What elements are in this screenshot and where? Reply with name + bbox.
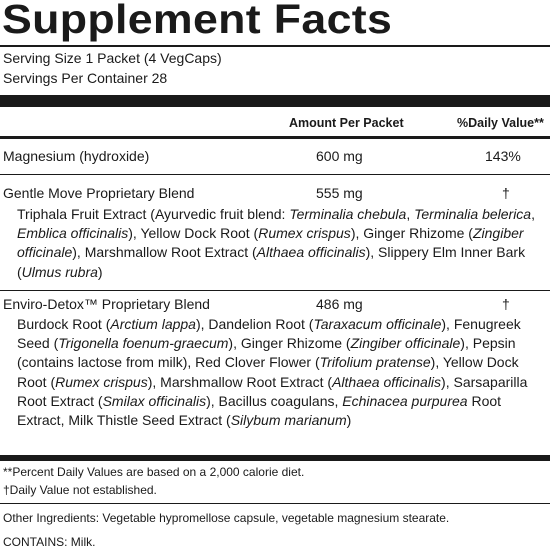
amount-header: Amount Per Packet — [289, 116, 404, 130]
ingredient-text: ) — [346, 412, 352, 429]
ingredient-text: ), Ginger Rhizome ( — [350, 225, 473, 242]
ingredient-text: ), Fenugreek Seed ( — [17, 316, 521, 352]
blend-ingredients — [17, 205, 547, 282]
ingredient-text: , — [406, 206, 415, 222]
botanical-name: Rumex crispus — [258, 225, 351, 242]
ingredient-text: ), Dandelion Root ( — [195, 316, 314, 332]
ingredient-text: ), Yellow Dock Root ( — [128, 225, 259, 242]
ingredient-text: ), Ginger Rhizome ( — [228, 335, 351, 352]
other-ingredients: Other Ingredients: Vegetable hypromellose capsule, vegetable magnesium stearate. — [3, 511, 450, 525]
botanical-name: Smilax officinalis — [102, 392, 207, 409]
blend-name: Enviro-Detox™ Proprietary Blend — [3, 296, 210, 312]
botanical-name: Rumex crispus — [55, 373, 148, 390]
botanical-name: Emblica officinalis — [17, 225, 129, 242]
allergen-statement: CONTAINS: Milk. — [3, 535, 96, 549]
divider — [0, 503, 550, 504]
blend-amount: 486 mg — [316, 296, 363, 312]
ingredient-text: ), Yellow Dock Root ( — [17, 354, 519, 390]
botanical-name: Terminalia chebula — [289, 206, 407, 222]
ingredient-text: Root Extract, Milk Thistle Seed Extract ( — [17, 392, 502, 429]
botanical-name: Althaea officinalis — [256, 244, 366, 261]
botanical-name: Trigonella foenum-graecum — [58, 335, 229, 352]
footnote-daily-value: **Percent Daily Values are based on a 2,000 calorie diet. — [3, 465, 305, 479]
botanical-name: Taraxacum officinale — [313, 316, 442, 332]
ingredient-text: ), Sarsaparilla Root Extract ( — [17, 373, 528, 409]
blend-dv: † — [502, 296, 510, 312]
botanical-name: Terminalia belerica — [414, 206, 532, 222]
ingredient-text: ), Slippery Elm Inner Bark ( — [17, 244, 526, 280]
serving-size: Serving Size 1 Packet (4 VegCaps) — [3, 50, 222, 66]
ingredient-text: ), Bacillus coagulans, — [206, 392, 343, 409]
blend-name: Gentle Move Proprietary Blend — [3, 185, 195, 201]
ingredient-text: ), Pepsin (contains lactose from milk), Red Clover Flower ( — [17, 335, 516, 371]
divider — [0, 45, 550, 47]
botanical-name: Arctium lappa — [110, 316, 196, 332]
nutrient-dv: 143% — [485, 148, 521, 164]
footnote-dagger: †Daily Value not established. — [3, 483, 157, 497]
ingredient-text: Triphala Fruit Extract (Ayurvedic fruit blend: — [17, 206, 290, 222]
header-divider — [0, 136, 550, 139]
blend-amount: 555 mg — [316, 185, 363, 201]
row-divider — [0, 174, 550, 175]
blend-ingredients — [17, 315, 547, 430]
botanical-name: Zingiber officinale — [17, 225, 524, 261]
ingredient-text: ) — [97, 263, 103, 280]
ingredient-text: ), Marshmallow Root Extract ( — [72, 244, 257, 261]
botanical-name: Echinacea purpurea — [342, 392, 468, 409]
thick-divider — [0, 95, 550, 107]
ingredient-text: Burdock Root ( — [17, 316, 111, 332]
blend-dv: † — [502, 185, 510, 201]
panel-title: Supplement Facts — [2, 0, 393, 42]
nutrient-name: Magnesium (hydroxide) — [3, 148, 150, 164]
thick-divider — [0, 455, 550, 461]
botanical-name: Althaea officinalis — [332, 373, 442, 390]
ingredient-text: ), Marshmallow Root Extract ( — [147, 373, 333, 390]
nutrient-amount: 600 mg — [316, 148, 363, 164]
botanical-name: Trifolium pratense — [319, 354, 431, 371]
botanical-name: Ulmus rubra — [21, 263, 98, 280]
botanical-name: Zingiber officinale — [350, 335, 461, 352]
botanical-name: Silybum marianum — [230, 412, 347, 429]
ingredient-text: , — [531, 206, 535, 222]
row-divider — [0, 290, 550, 291]
daily-value-header: %Daily Value** — [457, 116, 544, 130]
servings-per-container: Servings Per Container 28 — [3, 70, 168, 86]
